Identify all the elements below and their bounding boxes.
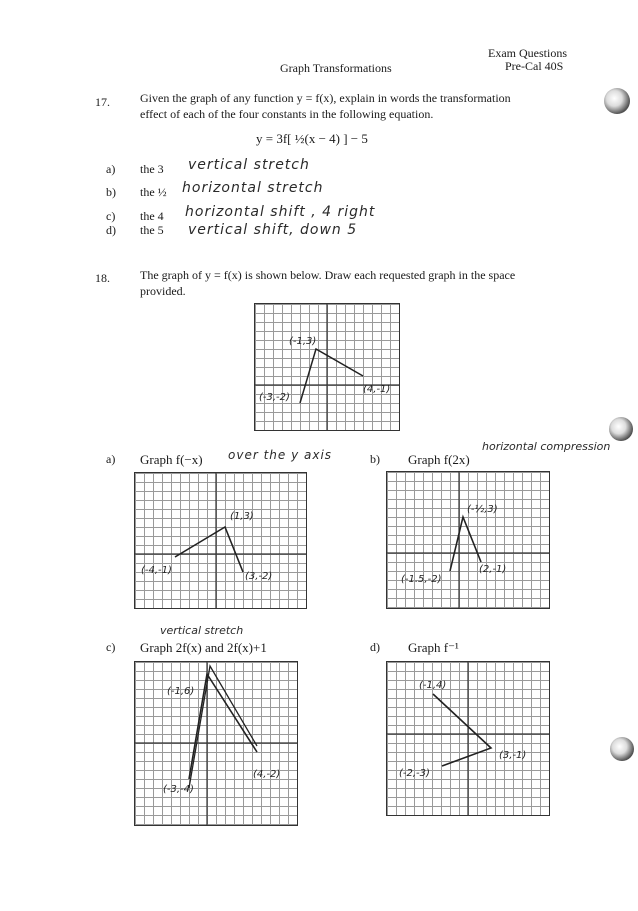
graph-d <box>386 661 550 816</box>
binder-hole-middle <box>609 417 633 441</box>
function-curve <box>433 694 491 766</box>
q18-text-line1: The graph of y = f(x) is shown below. Draw each requested graph in the space <box>140 268 516 282</box>
q17-a-label: the 3 <box>140 162 164 176</box>
point-label-peak: (-1,3) <box>289 336 317 347</box>
function-curve <box>175 527 243 572</box>
function-curve <box>450 517 481 571</box>
point-label-right: (3,-2) <box>245 571 273 582</box>
graph-b <box>386 471 550 609</box>
q17-c-label: the 4 <box>140 209 164 223</box>
q18-a-note: over the y axis <box>228 448 333 462</box>
q17-a-letter: a) <box>106 162 116 176</box>
q17-d-label: the 5 <box>140 223 164 237</box>
graph-c <box>134 661 298 826</box>
q17-equation: y = 3f[ ½(x − 4) ] − 5 <box>256 131 368 146</box>
function-curve-2f-plus-1 <box>189 666 257 788</box>
q18-d-title: Graph f⁻¹ <box>408 640 459 655</box>
q17-b-letter: b) <box>106 185 116 199</box>
point-label-left: (-4,-1) <box>141 565 172 576</box>
graph-f-original <box>254 303 400 431</box>
q17-b-answer: horizontal stretch <box>182 180 324 196</box>
point-label-peak: (1,3) <box>230 511 254 522</box>
q18-a-title: Graph f(−x) <box>140 452 203 467</box>
q17-c-letter: c) <box>106 209 116 223</box>
q18-c-title: Graph 2f(x) and 2f(x)+1 <box>140 640 267 655</box>
q18-b-letter: b) <box>370 452 380 466</box>
header-right-line1: Exam Questions <box>488 46 567 60</box>
point-label-right: (4,-1) <box>363 384 391 395</box>
binder-hole-top <box>604 88 630 114</box>
q17-b-label: the ½ <box>140 185 167 199</box>
graph-c-svg <box>135 662 297 825</box>
graph-a-svg <box>135 473 306 608</box>
q18-a-letter: a) <box>106 452 116 466</box>
graph-b-svg <box>387 472 549 608</box>
q17-d-answer: vertical shift, down 5 <box>188 222 358 238</box>
q17-text-line1: Given the graph of any function y = f(x), explain in words the transformation <box>140 91 511 105</box>
point-label-peak: (-1,6) <box>167 686 195 697</box>
point-label-left: (-3,-2) <box>259 392 290 403</box>
point-label-right: (4,-2) <box>253 769 281 780</box>
header-title: Graph Transformations <box>280 61 392 75</box>
point-label-peak: (-½,3) <box>467 504 498 515</box>
q18-number: 18. <box>95 271 110 285</box>
point-label-left: (-3,-4) <box>163 784 194 795</box>
q18-b-title: Graph f(2x) <box>408 452 470 467</box>
q17-text-line2: effect of each of the four constants in the following equation. <box>140 107 434 121</box>
q18-text-line2: provided. <box>140 284 186 298</box>
point-label-bottom: (-2,-3) <box>399 768 430 779</box>
point-label-top: (-1,4) <box>419 680 447 691</box>
q18-c-note: vertical stretch <box>160 624 244 637</box>
graph-d-svg <box>387 662 549 815</box>
point-label-right: (3,-1) <box>499 750 527 761</box>
point-label-left: (-1.5,-2) <box>401 574 442 585</box>
binder-hole-bottom <box>610 737 634 761</box>
graph-a <box>134 472 307 609</box>
point-label-right: (2,-1) <box>479 564 507 575</box>
q17-d-letter: d) <box>106 223 116 237</box>
q18-d-letter: d) <box>370 640 380 654</box>
q17-c-answer: horizontal shift , 4 right <box>185 204 376 220</box>
q17-a-answer: vertical stretch <box>188 157 310 173</box>
function-curve <box>300 349 363 403</box>
q17-number: 17. <box>95 95 110 109</box>
q18-c-letter: c) <box>106 640 116 654</box>
graph-f-original-svg <box>255 304 399 430</box>
header-right-line2: Pre-Cal 40S <box>505 59 564 73</box>
q18-b-note: horizontal compression <box>482 440 611 453</box>
